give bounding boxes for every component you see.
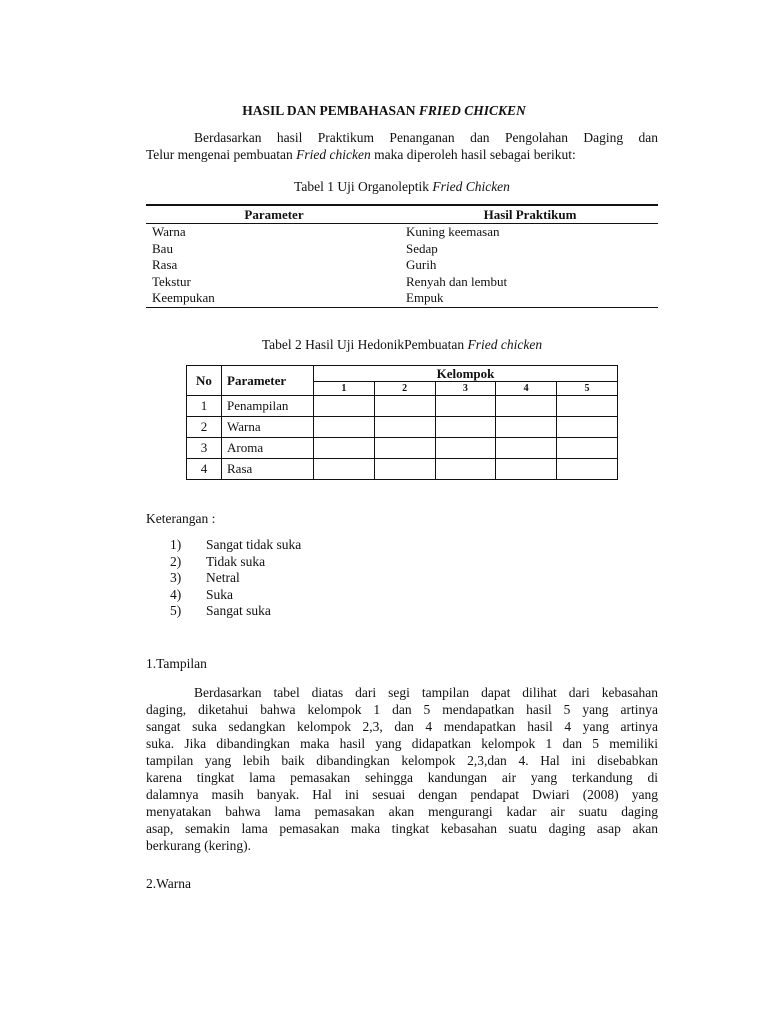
table1-cell: Rasa (152, 257, 178, 272)
table2-cell-empty (374, 438, 435, 459)
table2-cell-empty (435, 438, 496, 459)
intro-line-1: Berdasarkan hasil Praktikum Penanganan dan Pengolahan Daging dan (194, 130, 658, 145)
table2-cell-empty (557, 459, 618, 480)
list-number: 1) (170, 537, 182, 552)
paragraph-line: suka. Jika dibandingkan maka hasil yang didapatkan kelompok 1 dan 5 memiliki (146, 736, 658, 751)
intro-paragraph (146, 129, 658, 163)
table1-cell: Kuning keemasan (406, 224, 500, 239)
intro-line-2 (146, 146, 658, 163)
table1-cell: Renyah dan lembut (406, 273, 508, 289)
table2-group-header: 4 (496, 382, 557, 396)
table2-header-kelompok: Kelompok (314, 366, 618, 382)
table2-header-parameter: Parameter (222, 366, 314, 396)
table2-cell-parameter: Rasa (222, 459, 314, 480)
table1-caption-italic: Fried Chicken (432, 179, 510, 194)
table2-cell-empty (557, 396, 618, 417)
paragraph-line: Berdasarkan tabel diatas dari segi tampilan dapat dilihat dari kebasahan (194, 685, 658, 700)
table2-cell-empty (496, 438, 557, 459)
intro-line-2-a: Telur mengenai pembuatan (146, 147, 297, 162)
table2-cell-empty (435, 459, 496, 480)
table1-caption-text: Tabel 1 Uji Organoleptik (294, 179, 433, 194)
paragraph-line: berkurang (kering). (146, 838, 251, 853)
list-text: Suka (206, 586, 233, 602)
list-item (170, 570, 301, 587)
table2-cell-empty (496, 396, 557, 417)
table-row (146, 257, 658, 274)
table-row (146, 241, 658, 258)
paragraph-line: asap, semakin lama pemasakan maka tingkat kebasahan suatu daging asap akan (146, 821, 658, 836)
table2-cell-empty (557, 417, 618, 438)
list-item (170, 603, 301, 620)
list-text: Sangat suka (206, 603, 271, 619)
table1-cell: Warna (152, 224, 186, 239)
section-heading-tampilan: 1.Tampilan (146, 656, 207, 671)
table2-group-header: 5 (557, 382, 618, 396)
paragraph-line: daging, diketahui bahwa kelompok 1 dan 5 mendapatkan hasil 5 yang artinya (146, 702, 658, 717)
table2-cell-empty (314, 438, 375, 459)
table2-cell-no: 2 (187, 417, 222, 438)
table2-cell-parameter: Penampilan (222, 396, 314, 417)
table-row (146, 290, 658, 307)
table2-cell-empty (374, 459, 435, 480)
table1-caption (0, 179, 768, 195)
table2-cell-no: 1 (187, 396, 222, 417)
table1-cell: Tekstur (152, 273, 191, 289)
list-item (170, 587, 301, 604)
title-text: HASIL DAN PEMBAHASAN (242, 103, 419, 118)
table-row (187, 396, 618, 417)
title-italic-text: FRIED CHICKEN (418, 103, 526, 118)
list-text: Sangat tidak suka (206, 537, 302, 552)
table2-cell-parameter: Aroma (222, 438, 314, 459)
list-text: Tidak suka (206, 553, 266, 569)
table2-header-no: No (187, 366, 222, 396)
table-row (146, 224, 658, 241)
table2-cell-empty (557, 438, 618, 459)
paragraph-line: karena tingkat lama pemasakan sehingga kandungan air yang terkandung di (146, 770, 658, 785)
paragraph-line: menyatakan bahwa lama pemasakan akan mengurangi kadar air suatu daging (146, 804, 658, 819)
table2-group-header: 3 (435, 382, 496, 396)
paragraph-line: sangat suka sedangkan kelompok 2,3, dan 4 mendapatkan hasil 4 yang artinya (146, 719, 658, 734)
table2-caption (0, 337, 768, 353)
table1-header-hasil: Hasil Praktikum (402, 205, 658, 224)
table2-cell-empty (374, 396, 435, 417)
list-number: 3) (170, 570, 182, 586)
table-hedonik (186, 365, 618, 480)
section-heading-warna: 2.Warna (146, 876, 192, 891)
table1-cell: Gurih (406, 257, 437, 272)
table2-cell-empty (374, 417, 435, 438)
table-row (146, 274, 658, 291)
tampilan-paragraph (146, 684, 658, 854)
table2-cell-empty (314, 417, 375, 438)
list-text: Netral (206, 570, 240, 586)
table-organoleptik (146, 204, 658, 308)
table2-group-header: 1 (314, 382, 375, 396)
table2-cell-parameter: Warna (222, 417, 314, 438)
table2-cell-no: 3 (187, 438, 222, 459)
table2-cell-empty (496, 417, 557, 438)
table1-cell: Bau (152, 240, 173, 256)
table1-cell: Empuk (402, 290, 658, 307)
table-row (187, 438, 618, 459)
document-title (0, 103, 768, 119)
keterangan-label: Keterangan : (146, 511, 216, 526)
keterangan-list (170, 537, 301, 620)
intro-line-2-italic: Fried chicken (296, 147, 371, 162)
intro-line-2-b: maka diperoleh hasil sebagai berikut: (370, 147, 576, 162)
table-row (187, 417, 618, 438)
table1-header-parameter: Parameter (146, 205, 402, 224)
list-number: 4) (170, 586, 182, 602)
paragraph-line: dalamnya masih banyak. Hal ini sesuai dengan pendapat Dwiari (2008) yang (146, 787, 658, 802)
table2-caption-text: Tabel 2 Hasil Uji HedonikPembuatan (261, 337, 468, 352)
list-number: 5) (170, 603, 182, 619)
table1-cell: Sedap (406, 240, 438, 256)
table2-caption-italic: Fried chicken (467, 337, 543, 352)
list-item (170, 537, 301, 554)
paragraph-line: tampilan yang lebih baik dibandingkan kelompok 2,3,dan 4. Hal ini disebabkan (146, 753, 658, 768)
table2-cell-empty (435, 396, 496, 417)
list-item (170, 554, 301, 571)
table2-cell-empty (314, 396, 375, 417)
table2-cell-empty (314, 459, 375, 480)
table2-cell-no: 4 (187, 459, 222, 480)
table2-cell-empty (496, 459, 557, 480)
table2-group-header: 2 (374, 382, 435, 396)
table2-cell-empty (435, 417, 496, 438)
list-number: 2) (170, 553, 182, 569)
table1-cell: Keempukan (146, 290, 402, 307)
table-row (187, 459, 618, 480)
